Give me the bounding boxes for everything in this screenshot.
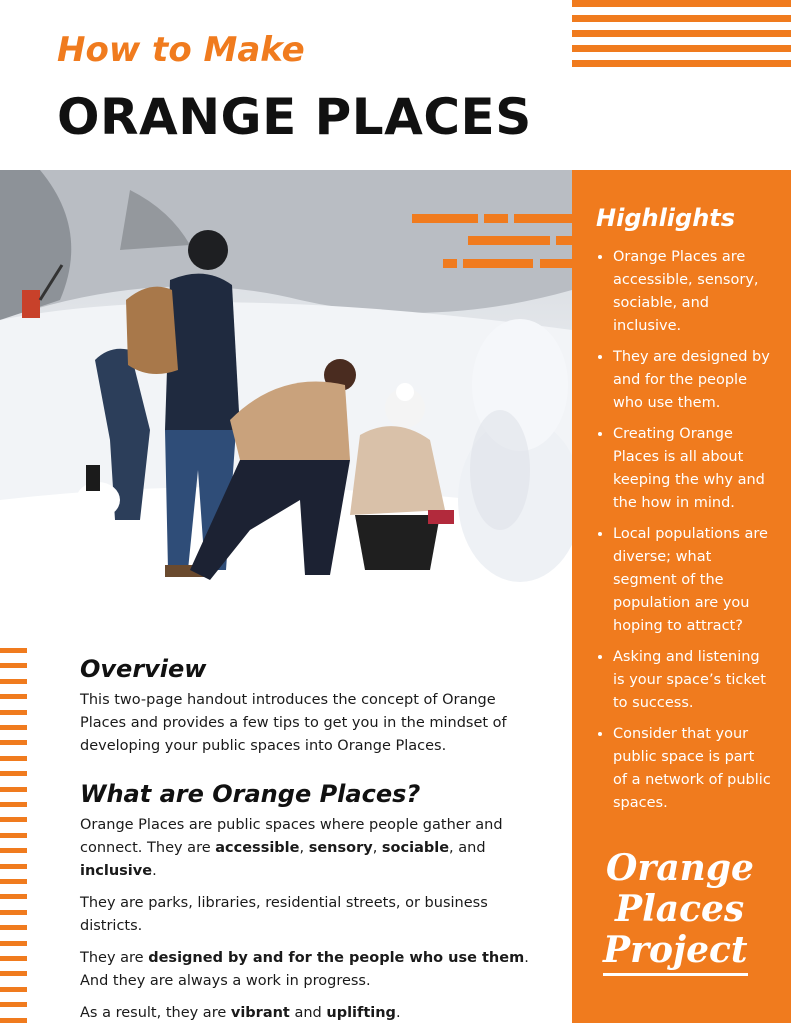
- stripe: [0, 1002, 27, 1007]
- stripe: [0, 833, 27, 838]
- what-paragraph-4: [80, 1002, 545, 1025]
- logo-line: Project: [603, 930, 748, 976]
- orange-places-project-logo: [603, 848, 763, 976]
- highlights-list: [596, 246, 771, 815]
- text-span: .: [152, 863, 157, 879]
- text-span: , and: [449, 840, 486, 856]
- logo-line: Places: [615, 888, 745, 930]
- bold-term: designed by and for the people who use them: [148, 950, 525, 966]
- stripe: [0, 848, 27, 853]
- highlight-item: • Creating Orange Places is all about keeping the why and the how in mind.: [613, 423, 771, 515]
- stripe: [0, 756, 27, 761]
- what-paragraph-3: [80, 947, 545, 993]
- text-span: ,: [299, 840, 309, 856]
- stripe: [0, 725, 27, 730]
- what-paragraph-1: [80, 814, 545, 883]
- stripe: [0, 679, 27, 684]
- stripe: [0, 910, 27, 915]
- what-heading: What are Orange Places?: [80, 780, 421, 808]
- page-subtitle: How to Make: [57, 30, 305, 70]
- highlight-item: • Local populations are diverse; what segment of the population are you hoping to attract?: [613, 523, 771, 638]
- highlight-item: • Orange Places are accessible, sensory, sociable, and inclusive.: [613, 246, 771, 338]
- stripe: [0, 864, 27, 869]
- left-stripes-decoration: [0, 648, 27, 1023]
- stripe: [0, 879, 27, 884]
- highlight-item: • They are designed by and for the people who use them.: [613, 346, 771, 415]
- main-content: [80, 655, 545, 1034]
- text-span: As a result, they are: [80, 1005, 231, 1021]
- stripe: [0, 971, 27, 976]
- stripe: [0, 1018, 27, 1023]
- snow-photo: [0, 170, 572, 608]
- stripe: [0, 817, 27, 822]
- stripe: [0, 987, 27, 992]
- stripe: [0, 771, 27, 776]
- text-span: .: [395, 1005, 401, 1021]
- bold-term: vibrant: [230, 1005, 290, 1021]
- highlight-item: • Consider that your public space is part of a network of public spaces.: [613, 723, 771, 815]
- stripe: [0, 663, 27, 668]
- top-stripes-decoration: [572, 0, 791, 70]
- overview-text: This two-page handout introduces the concept of Orange Places and provides a few tips to get you in the mindset of developing your public spaces into Orange Places.: [80, 692, 507, 754]
- stripe: [0, 787, 27, 792]
- stripe: [0, 941, 27, 946]
- text-span: . And they are always a work in progress.: [80, 950, 529, 989]
- stripe: [0, 710, 27, 715]
- stripe: [0, 648, 27, 653]
- what-paragraph-2: They are parks, libraries, residential streets, or business districts.: [80, 895, 488, 934]
- stripe: [0, 894, 27, 899]
- page-title: ORANGE PLACES: [57, 88, 532, 146]
- bold-term: sociable: [381, 840, 450, 856]
- highlight-item: • Asking and listening is your space’s ticket to success.: [613, 646, 771, 715]
- text-span: ,: [372, 840, 382, 856]
- highlights-heading: Highlights: [596, 204, 736, 232]
- bold-term: accessible: [215, 840, 300, 856]
- bold-term: uplifting: [326, 1005, 396, 1021]
- stripe: [0, 694, 27, 699]
- text-span: and: [289, 1005, 327, 1021]
- text-span: Orange Places are public spaces where people gather and connect. They are: [80, 817, 503, 856]
- stripe: [0, 925, 27, 930]
- stripe: [0, 956, 27, 961]
- bold-term: sensory: [308, 840, 373, 856]
- stripe: [0, 802, 27, 807]
- logo-line: Orange: [606, 847, 754, 889]
- stripe: [0, 740, 27, 745]
- overview-heading: Overview: [80, 655, 207, 683]
- bold-term: inclusive: [80, 863, 153, 879]
- text-span: They are: [80, 950, 149, 966]
